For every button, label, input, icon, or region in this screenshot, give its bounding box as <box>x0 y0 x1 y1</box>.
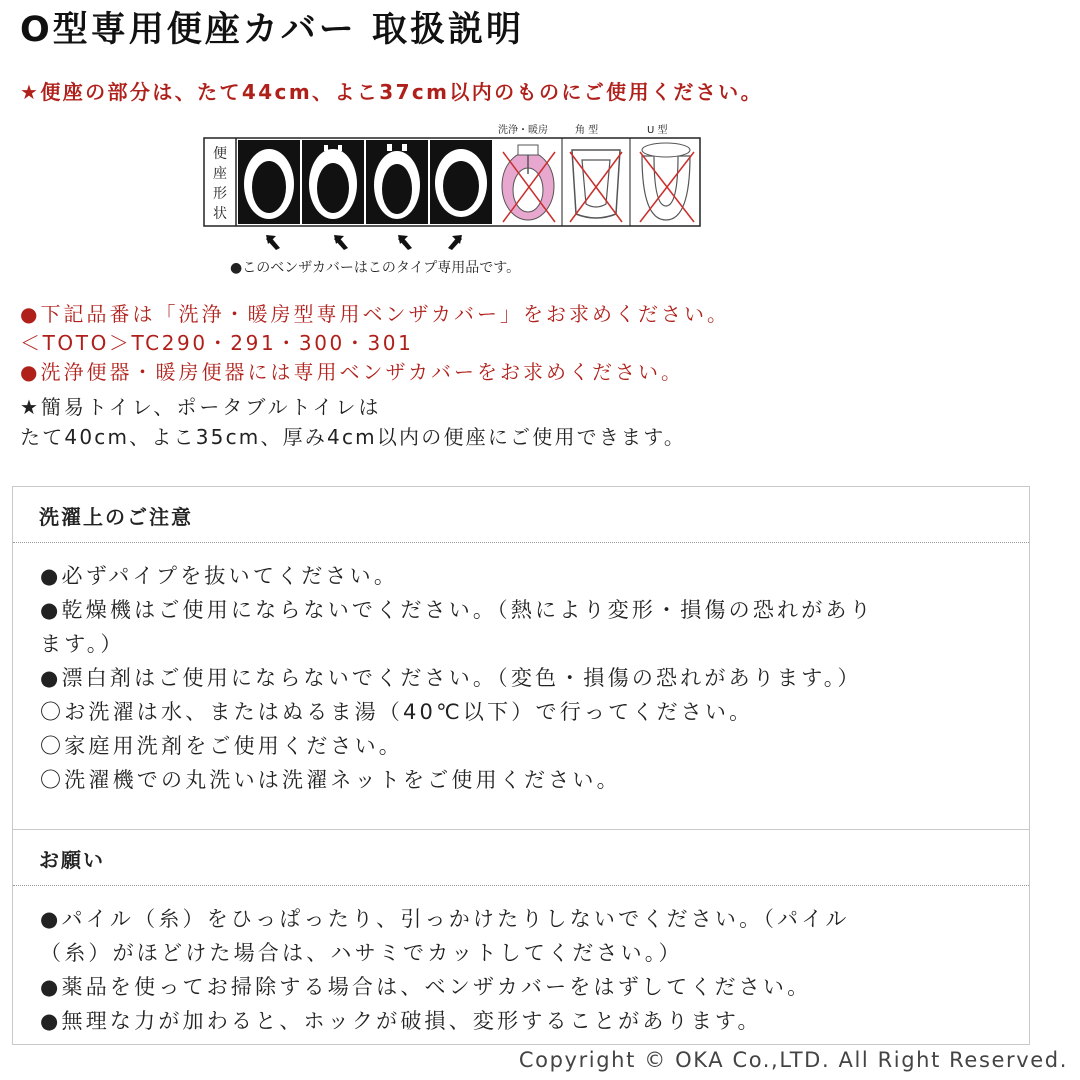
arrow-icon <box>448 235 462 250</box>
washing-section <box>12 486 1030 830</box>
list-item: 〇お洗濯は水、またはぬるま湯（40℃以下）で行ってください。 <box>40 700 754 724</box>
list-item: ●乾燥機はご使用にならないでください。（熱により変形・損傷の恐れがあり <box>40 598 874 622</box>
arrow-icon <box>398 235 412 250</box>
seat-shape-o-3 <box>366 140 428 224</box>
washing-list <box>13 543 1029 797</box>
page-title: O型専用便座カバー 取扱説明 <box>20 10 524 50</box>
notice-toto-models: ＜TOTO＞TC290・291・300・301 <box>20 331 414 355</box>
request-section <box>12 829 1030 1045</box>
request-heading: お願い <box>13 830 1029 886</box>
list-item: （糸）がほどけた場合は、ハサミでカットしてください。） <box>40 941 683 965</box>
notice-washlet-cover: ●下記品番は「洗浄・暖房型専用ベンザカバー」をお求めください。 <box>20 302 731 326</box>
seat-size-notice: ★便座の部分は、たて44cm、よこ37cm以内のものにご使用ください。 <box>20 80 763 104</box>
seat-shape-diagram <box>200 118 720 278</box>
row-label-1: 便 <box>213 146 227 162</box>
list-item: ●漂白剤はご使用にならないでください。（変色・損傷の恐れがあります。） <box>40 666 862 690</box>
arrow-icon <box>334 235 348 250</box>
list-item: 〇洗濯機での丸洗いは洗濯ネットをご使用ください。 <box>40 768 621 792</box>
seat-shape-o-1 <box>238 140 300 224</box>
list-item: ●パイル（糸）をひっぱったり、引っかけたりしないでください。（パイル <box>40 907 850 931</box>
row-label-2: 座 <box>213 166 227 182</box>
list-item: ●必ずパイプを抜いてください。 <box>40 564 399 588</box>
notice-portable-heading: ★簡易トイレ、ポータブルトイレは <box>20 395 382 419</box>
header-washlet: 洗浄・暖房 <box>498 125 548 136</box>
list-item: ●薬品を使ってお掃除する場合は、ベンザカバーをはずしてください。 <box>40 975 812 999</box>
header-u: U 型 <box>647 125 668 136</box>
header-square: 角 型 <box>575 125 599 136</box>
seat-shape-o-4 <box>430 140 492 224</box>
figure-caption: ●このベンザカバーはこのタイプ専用品です。 <box>230 260 521 276</box>
seat-shape-figure <box>200 118 720 278</box>
list-item: 〇家庭用洗剤をご使用ください。 <box>40 734 403 758</box>
notice-portable-size: たて40cm、よこ35cm、厚み4cm以内の便座にご使用できます。 <box>20 425 687 449</box>
request-list <box>13 886 1029 1038</box>
seat-shape-o-2 <box>302 140 364 224</box>
notice-washlet-toilet: ●洗浄便器・暖房便器には専用ベンザカバーをお求めください。 <box>20 360 685 384</box>
arrow-icon <box>266 235 280 250</box>
list-item: ます。） <box>40 632 125 656</box>
list-item: ●無理な力が加わると、ホックが破損、変形することがあります。 <box>40 1009 762 1033</box>
row-label-4: 状 <box>213 206 227 222</box>
row-label-3: 形 <box>213 186 227 202</box>
copyright-notice: Copyright © OKA Co.,LTD. All Right Reserved. <box>511 1048 1068 1072</box>
washing-heading: 洗濯上のご注意 <box>13 487 1029 543</box>
